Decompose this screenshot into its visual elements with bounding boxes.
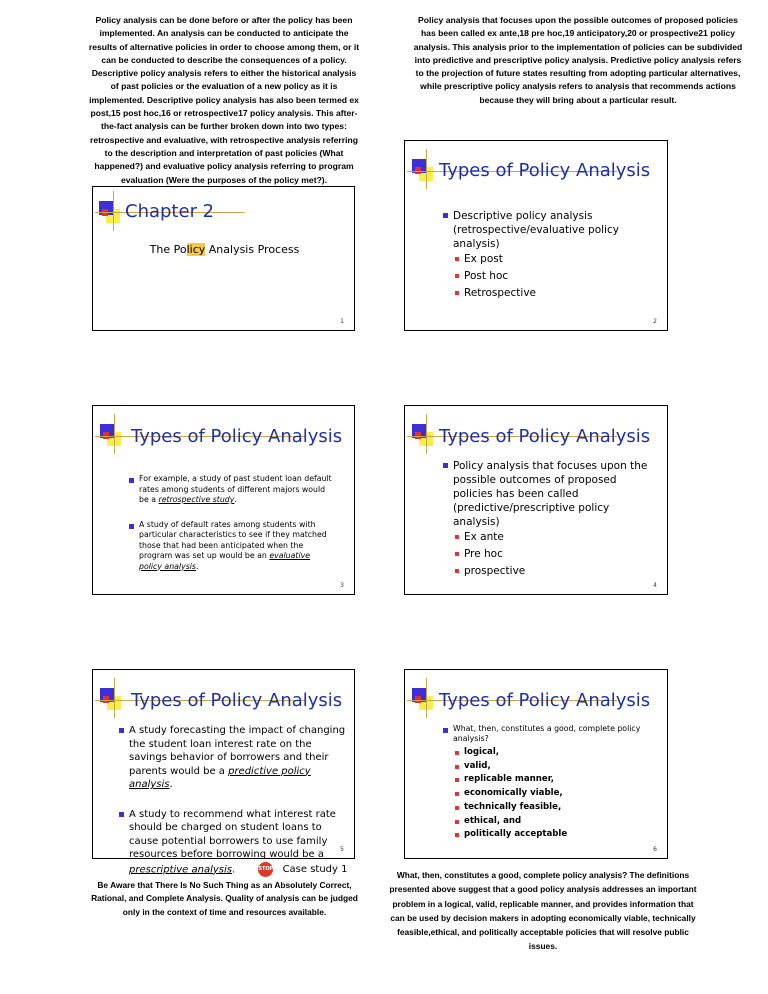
slide-subtitle (93, 243, 356, 256)
sub-bullet-item: replicable manner, (455, 773, 658, 787)
sub-bullet-item: Ex post (455, 252, 648, 266)
slide-title: Types of Policy Analysis (439, 426, 651, 447)
subtitle-part-a: The Po (149, 243, 187, 256)
bullet-list (443, 209, 648, 300)
deco-line-vertical (114, 678, 115, 718)
bullet-emphasis: prescriptive analysis (129, 864, 232, 875)
sub-bullet-item: politically acceptable (455, 828, 658, 842)
slide-title: Types of Policy Analysis (439, 160, 651, 181)
deco-line-vertical (114, 414, 115, 454)
slide-title: Types of Policy Analysis (131, 426, 343, 447)
page-number: 6 (653, 846, 657, 853)
bullet-text: For example, a study of past student loan default rates among students of different majors would be a (139, 474, 332, 504)
bullet-item (119, 724, 349, 792)
bullet-end: . (232, 864, 236, 875)
bullet-emphasis: retrospective study (158, 495, 235, 504)
slide-title: Chapter 2 (125, 201, 215, 222)
bullet-list (443, 724, 658, 842)
bullet-item: Descriptive policy analysis (retrospective/evaluative policy analysis) (443, 209, 648, 251)
bullet-emphasis: predictive policy analysis (129, 765, 311, 790)
deco-line-vertical (426, 678, 427, 718)
page-number: 3 (340, 582, 344, 589)
bullet-list (443, 459, 658, 578)
deco-line-vertical (426, 414, 427, 454)
slide-6 (404, 669, 668, 859)
sub-bullet-item: economically viable, (455, 787, 658, 801)
deco-line-vertical (113, 191, 114, 231)
note-top-right: Policy analysis that focuses upon the possible outcomes of proposed policies has been called ex ante,18 pre hoc,19 anticipatory,20 or prospective21 policy analysis. This analysis prior to the implementation of policies can be subdivided into predictive and prescriptive policy analysis. Predictive policy analysis refers to the projection of future states resulting from adopting particular alternatives, while prescriptive policy analysis refers to analysis that recommends actions because they will bring about a particular result. (413, 15, 743, 105)
slide-1 (92, 186, 355, 331)
case-study-link[interactable]: Case study 1 (282, 864, 348, 875)
sub-bullet-item: ethical, and (455, 815, 658, 829)
sub-bullet-item: valid, (455, 760, 658, 774)
bullet-end: . (234, 495, 237, 504)
bullet-text: A study forecasting the impact of changing the student loan interest rate on the savings behavior of borrowers and their parents would be a (129, 725, 346, 777)
slide-title: Types of Policy Analysis (131, 690, 343, 711)
bullet-text: A study of default rates among students with particular characteristics to see if they matched those that had been anticipated when the program was set up would be an (139, 519, 327, 560)
sub-bullet-item: logical, (455, 746, 658, 760)
note-bottom-left: Be Aware that There Is No Such Thing as an Absolutely Correct, Rational, and Complete Analysis. Quality of analysis can be judged only in the context of time and resources available. (91, 880, 358, 917)
bullet-end: . (169, 779, 173, 790)
slide-2 (404, 140, 668, 331)
sub-bullet-item: Ex ante (455, 530, 658, 544)
slide-3 (92, 405, 355, 595)
bullet-item (129, 474, 334, 506)
bullet-emphasis: evaluative policy analysis (139, 551, 311, 571)
sub-bullet-item: technically feasible, (455, 801, 658, 815)
slide-5 (92, 669, 355, 875)
deco-line-vertical (426, 149, 427, 189)
note-bottom-right: What, then, constitutes a good, complete policy analysis? The definitions presented above suggest that a good policy analysis addresses an important problem in a logical, valid, replicable manner, and provides information that can be used by decision makers in adopting economically viable, technically feasible,ethical, and politically acceptable policies that will resolve public issues. (389, 870, 697, 952)
bullet-item: Policy analysis that focuses upon the possible outcomes of proposed policies has been called (predictive/prescriptive policy analysis) (443, 459, 658, 529)
bullet-list (129, 474, 334, 572)
bullet-end: . (196, 561, 199, 571)
page-number: 2 (653, 318, 657, 325)
page-number: 4 (653, 582, 657, 589)
sub-bullet-item: Retrospective (455, 286, 648, 300)
slide-4 (404, 405, 668, 595)
stop-sign-icon[interactable]: STOP (258, 862, 273, 877)
slide-title: Types of Policy Analysis (439, 690, 651, 711)
subtitle-part-b: Analysis Process (205, 243, 300, 256)
bullet-text: A study to recommend what interest rate should be charged on student loans to cause potential borrowers to use family resources before borrowing would be a (129, 808, 336, 860)
note-top-left: Policy analysis can be done before or after the policy has been implemented. An analysis can be conducted to anticipate the results of alternative policies in order to choose among them, or it can be conducted to describe the consequences of a policy. Descriptive policy analysis refers to either the historical analysis of past policies or the evaluation of a new policy as it is implemented. Descriptive policy analysis has also been termed ex post,15 post hoc,16 or retrospective17 policy analysis. This after-the-fact analysis can be further broken down into two types: retrospective and evaluative, with retrospective analysis referring to the description and interpretation of past policies (What happened?) and evaluative policy analysis referring to program evaluation (Were the purposes of the policy met?). (88, 15, 360, 185)
page-number: 1 (340, 318, 344, 325)
bullet-list (119, 724, 349, 877)
page-number: 5 (340, 846, 344, 853)
subtitle-highlight: licy (186, 243, 206, 256)
bullet-item (129, 520, 334, 573)
sub-bullet-item: prospective (455, 564, 658, 578)
sub-bullet-item: Pre hoc (455, 547, 658, 561)
sub-bullet-item: Post hoc (455, 269, 648, 283)
bullet-item (119, 808, 349, 877)
bullet-item: What, then, constitutes a good, complete policy analysis? (443, 724, 658, 744)
